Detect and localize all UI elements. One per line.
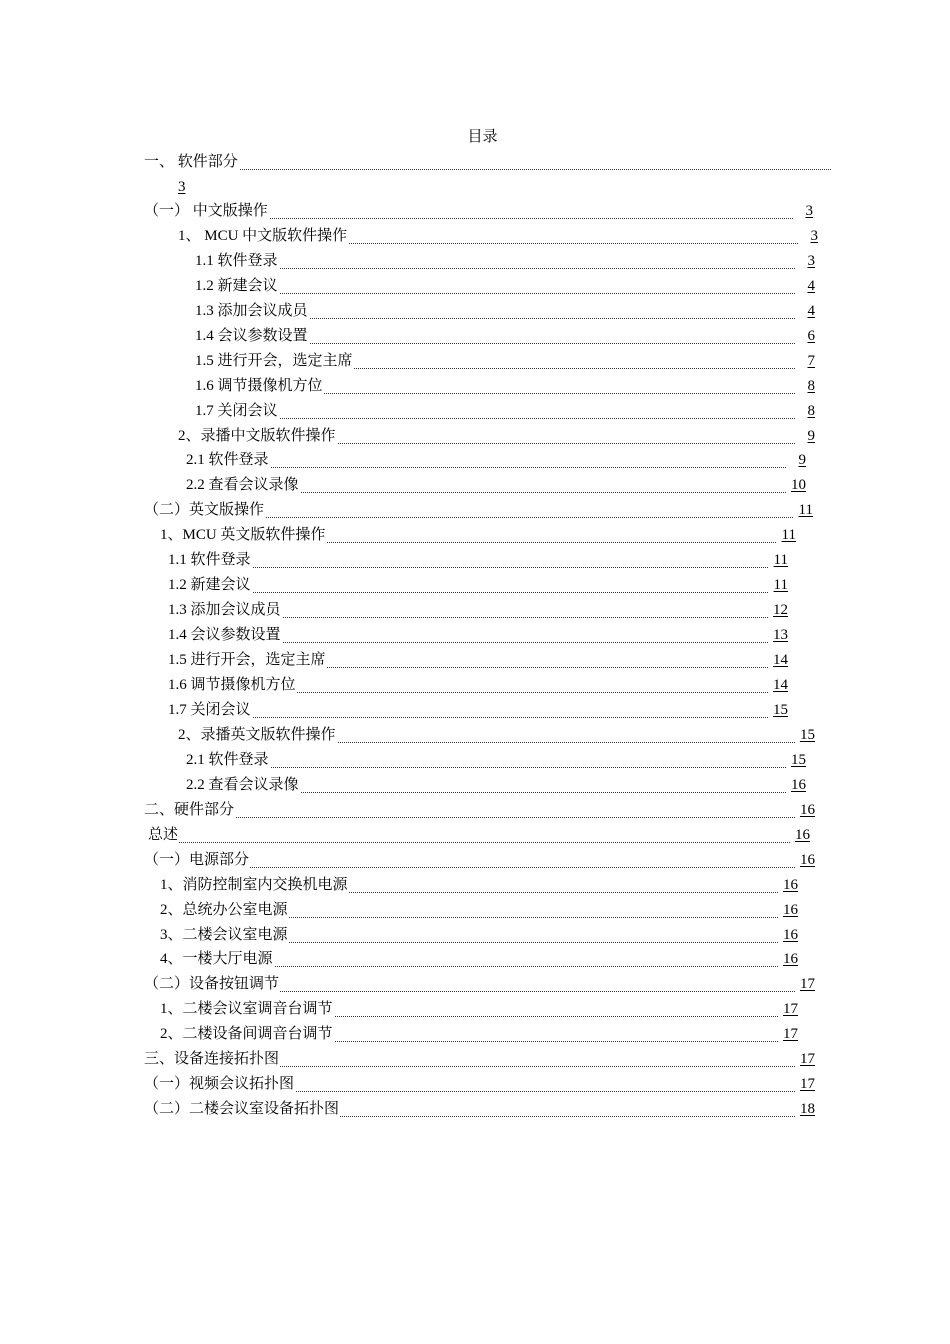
toc-entry-page: 14 (773, 652, 788, 669)
toc-entry-page: 16 (795, 826, 810, 843)
toc-entry-label: 1.1 软件登录 (195, 252, 278, 269)
toc-entry-label: （一） 中文版操作 (144, 202, 268, 219)
toc-entry-page: 15 (773, 701, 788, 718)
toc-entry-page: 3 (178, 179, 186, 195)
toc-entry[interactable] (144, 1099, 815, 1119)
toc-entry-page: 7 (807, 352, 815, 369)
toc-entry-page: 18 (800, 1101, 815, 1118)
toc-entry-label: 1.5 进行开会，选定主席 (195, 352, 353, 369)
toc-leader-dots (186, 767, 786, 768)
toc-entry-page: 16 (783, 951, 798, 968)
toc-entry-page: 11 (773, 552, 788, 569)
toc-entry[interactable] (195, 251, 815, 271)
toc-entry[interactable] (186, 450, 806, 470)
toc-entry[interactable] (168, 550, 788, 570)
toc-entry-page: 15 (800, 726, 815, 743)
toc-entry-label: 1、二楼会议室调音台调节 (160, 1001, 333, 1018)
toc-entry-page: 14 (773, 677, 788, 693)
toc-entry[interactable] (144, 1049, 815, 1069)
toc-entry[interactable] (168, 625, 788, 645)
toc-entry-page: 17 (800, 1076, 815, 1093)
toc-entry-label: 1.7 关闭会议 (195, 402, 278, 419)
toc-entry-label: （二）设备按钮调节 (144, 976, 280, 993)
toc-leader-dots (168, 592, 768, 593)
toc-entry-page: 16 (783, 901, 798, 918)
toc-entry-label: 1、 MCU 中文版软件操作 (178, 227, 348, 244)
toc-entry[interactable] (178, 226, 818, 246)
toc-entry[interactable] (168, 675, 788, 695)
toc-entry-label: 1.7 关闭会议 (168, 701, 251, 718)
toc-entry-page: 17 (800, 1051, 815, 1068)
toc-entry[interactable] (160, 1024, 798, 1044)
toc-entry-label: 4、一楼大厅电源 (160, 951, 273, 968)
toc-entry-page: 16 (800, 801, 815, 818)
toc-entry[interactable] (160, 925, 798, 945)
toc-leader-dots (195, 418, 795, 419)
toc-entry[interactable] (195, 326, 815, 346)
toc-entry-page: 10 (791, 477, 806, 494)
toc-entry-label: 1.6 调节摄像机方位 (168, 677, 296, 693)
toc-entry-label: 3、二楼会议室电源 (160, 926, 288, 943)
toc-entry-label: 2.2 查看会议录像 (186, 477, 299, 494)
toc-entry[interactable] (195, 401, 815, 421)
toc-entry-label: 1.4 会议参数设置 (168, 627, 281, 644)
toc-entry-label: 2.1 软件登录 (186, 751, 269, 768)
toc-entry-label: 总述 (148, 826, 179, 843)
toc-entry[interactable] (186, 775, 806, 795)
toc-entry-label: 2、二楼设备间调音台调节 (160, 1026, 333, 1043)
toc-leader-dots (148, 842, 790, 843)
toc-entry[interactable] (148, 825, 810, 845)
toc-leader-dots (195, 268, 795, 269)
toc-entry[interactable] (168, 650, 788, 670)
toc-entry-label: 2.2 查看会议录像 (186, 776, 299, 793)
toc-entry-label: 1、消防控制室内交换机电源 (160, 876, 348, 893)
toc-entry-page: 16 (791, 776, 806, 793)
toc-entry-page: 9 (807, 427, 815, 444)
toc-entry-label: 1.2 新建会议 (168, 577, 251, 594)
toc-entry-label: （二）英文版操作 (144, 502, 265, 519)
toc-entry-page: 8 (807, 402, 815, 419)
toc-entry-page: 4 (807, 277, 815, 294)
toc-entry-page: 11 (773, 577, 788, 594)
toc-leader-dots (144, 817, 795, 818)
toc-entry-label: 三、设备连接拓扑图 (144, 1051, 280, 1068)
toc-entry-label: 1.5 进行开会，选定主席 (168, 652, 326, 669)
toc-entry[interactable] (144, 500, 813, 520)
toc-entry[interactable] (186, 475, 806, 495)
toc-leader-dots (168, 717, 768, 718)
toc-entry[interactable] (168, 700, 788, 720)
toc-entry-label: 1.1 软件登录 (168, 552, 251, 569)
toc-entry-page: 17 (783, 1001, 798, 1018)
toc-entry-label: 2、录播英文版软件操作 (178, 726, 336, 743)
toc-entry-label: 二、硬件部分 (144, 801, 235, 818)
toc-leader-dots (186, 467, 786, 468)
toc-entry[interactable] (168, 575, 788, 595)
toc-entry-page: 6 (807, 327, 815, 344)
toc-entry[interactable] (144, 800, 815, 820)
toc-entry-label: 1.2 新建会议 (195, 277, 278, 294)
toc-entry-label: （一）视频会议拓扑图 (144, 1076, 295, 1093)
toc-entry[interactable] (144, 201, 813, 221)
toc-entry-label: （一）电源部分 (144, 851, 250, 868)
toc-entry[interactable] (160, 900, 798, 920)
toc-entry-page: 3 (807, 252, 815, 269)
toc-entry-page: 15 (791, 751, 806, 768)
toc-entry[interactable] (195, 376, 815, 396)
toc-entry-label: 1.3 添加会议成员 (195, 302, 308, 319)
toc-entry[interactable] (160, 999, 798, 1019)
toc-entry[interactable] (195, 276, 815, 296)
toc-entry[interactable] (160, 875, 798, 895)
toc-entry-page: 13 (773, 627, 788, 644)
toc-entry-page: 4 (807, 302, 815, 319)
toc-entry[interactable] (178, 426, 815, 446)
toc-entry[interactable] (160, 949, 798, 969)
toc-leader-dots (144, 169, 831, 170)
toc-entry-label: 一、 软件部分 (144, 154, 238, 170)
toc-entry-label: 2.1 软件登录 (186, 452, 269, 469)
toc-entry[interactable] (144, 1074, 815, 1094)
toc-entry-label: 1.3 添加会议成员 (168, 602, 281, 619)
toc-leader-dots (195, 293, 795, 294)
toc-entry-page: 16 (783, 876, 798, 893)
toc-entry-page: 12 (773, 602, 788, 619)
toc-entry-page: 11 (781, 527, 796, 544)
toc-leader-dots (168, 567, 768, 568)
toc-entry-page: 3 (805, 202, 813, 219)
toc-entry[interactable] (144, 850, 815, 870)
toc-entry-page: 16 (783, 926, 798, 943)
toc-entry-label: 2、录播中文版软件操作 (178, 427, 336, 444)
toc-entry[interactable] (168, 600, 788, 620)
toc-entry-label: 2、总统办公室电源 (160, 901, 288, 918)
toc-entry[interactable] (178, 725, 815, 745)
toc-entry[interactable] (144, 974, 815, 994)
toc-entry-label: 1.4 会议参数设置 (195, 327, 308, 344)
toc-entry[interactable] (144, 152, 831, 172)
toc-entry[interactable] (195, 351, 815, 371)
toc-entry-page: 17 (800, 976, 815, 993)
toc-entry-label: 1、MCU 英文版软件操作 (160, 527, 326, 544)
toc-entry-page: 17 (783, 1026, 798, 1043)
toc-entry-page: 3 (810, 227, 818, 244)
toc-entry-page: 11 (798, 502, 813, 519)
toc-entry[interactable] (195, 301, 815, 321)
toc-entry[interactable] (186, 750, 806, 770)
toc-entry-page: 9 (798, 452, 806, 469)
toc-title: 目录 (467, 129, 498, 145)
toc-entry-page: 16 (800, 851, 815, 868)
toc-entry[interactable] (160, 525, 796, 545)
toc-entry-label: 1.6 调节摄像机方位 (195, 377, 323, 394)
toc-entry-label: （二）二楼会议室设备拓扑图 (144, 1101, 340, 1118)
toc-entry-page: 8 (807, 377, 815, 394)
